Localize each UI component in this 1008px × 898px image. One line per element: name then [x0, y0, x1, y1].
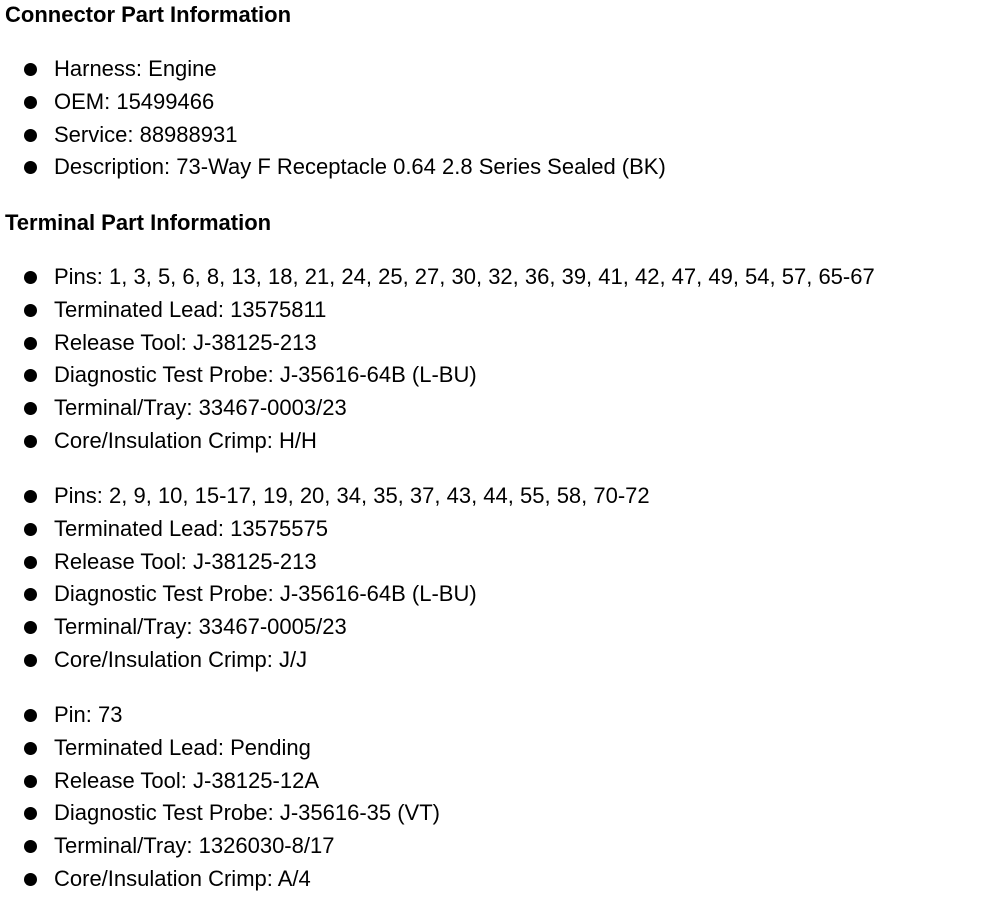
list-item — [0, 513, 650, 546]
bullet-icon — [24, 807, 37, 820]
bullet-icon — [24, 588, 37, 601]
list-item — [0, 294, 875, 327]
list-item — [0, 644, 650, 677]
list-item — [0, 546, 650, 579]
item-text: Diagnostic Test Probe: J-35616-64B (L-BU) — [54, 581, 477, 607]
list-item — [0, 392, 875, 425]
bullet-icon — [24, 556, 37, 569]
item-text: Release Tool: J-38125-213 — [54, 329, 317, 355]
item-text: Core/Insulation Crimp: J/J — [54, 646, 308, 672]
item-text: Terminated Lead: 13575811 — [54, 296, 327, 322]
list-item — [0, 151, 666, 184]
bullet-icon — [24, 129, 37, 142]
list-item — [0, 699, 440, 732]
item-text: Release Tool: J-38125-213 — [54, 548, 317, 574]
bullet-icon — [24, 337, 37, 350]
bullet-icon — [24, 435, 37, 448]
bullet-icon — [24, 654, 37, 667]
bullet-icon — [24, 402, 37, 415]
list-item — [0, 732, 440, 765]
bullet-icon — [24, 490, 37, 503]
bullet-icon — [24, 621, 37, 634]
bullet-icon — [24, 161, 37, 174]
connector-part-heading: Connector Part Information — [5, 2, 292, 27]
terminal-part-heading: Terminal Part Information — [5, 210, 272, 235]
bullet-icon — [24, 523, 37, 536]
list-item — [0, 327, 875, 360]
list-item — [0, 119, 666, 152]
list-item — [0, 830, 440, 863]
list-item — [0, 359, 875, 392]
list-item — [0, 425, 875, 458]
item-text: Pins: 1, 3, 5, 6, 8, 13, 18, 21, 24, 25, 27, 30, 32, 36, 39, 41, 42, 47, 49, 54, 57, 65-67 — [54, 264, 875, 289]
bullet-icon — [24, 96, 37, 109]
list-item — [0, 480, 650, 513]
connector-part-list — [0, 53, 666, 184]
item-text: Pins: 2, 9, 10, 15-17, 19, 20, 34, 35, 37, 43, 44, 55, 58, 70-72 — [54, 483, 650, 508]
terminal-group-1 — [0, 261, 875, 458]
terminal-group-2 — [0, 480, 650, 677]
bullet-icon — [24, 304, 37, 317]
terminal-group-3 — [0, 699, 440, 896]
list-item — [0, 765, 440, 798]
list-item — [0, 863, 440, 896]
bullet-icon — [24, 271, 37, 284]
bullet-icon — [24, 63, 37, 76]
item-text: Service: 88988931 — [54, 121, 238, 147]
item-text: Terminal/Tray: 33467-0005/23 — [54, 614, 347, 640]
item-text: Release Tool: J-38125-12A — [54, 767, 319, 793]
item-text: Terminal/Tray: 1326030-8/17 — [54, 833, 335, 859]
item-text: OEM: 15499466 — [54, 88, 215, 114]
item-text: Terminated Lead: Pending — [54, 734, 311, 760]
list-item — [0, 578, 650, 611]
list-item — [0, 797, 440, 830]
bullet-icon — [24, 742, 37, 755]
bullet-icon — [24, 873, 37, 886]
list-item — [0, 53, 666, 86]
item-text: Harness: Engine — [54, 56, 217, 81]
bullet-icon — [24, 775, 37, 788]
item-text: Pin: 73 — [54, 702, 123, 727]
item-text: Diagnostic Test Probe: J-35616-64B (L-BU) — [54, 362, 477, 388]
list-item — [0, 261, 875, 294]
item-text: Core/Insulation Crimp: H/H — [54, 427, 317, 453]
item-text: Description: 73-Way F Receptacle 0.64 2.8 Series Sealed (BK) — [54, 154, 666, 180]
item-text: Terminal/Tray: 33467-0003/23 — [54, 395, 347, 421]
bullet-icon — [24, 369, 37, 382]
item-text: Diagnostic Test Probe: J-35616-35 (VT) — [54, 800, 440, 826]
bullet-icon — [24, 840, 37, 853]
item-text: Terminated Lead: 13575575 — [54, 515, 328, 541]
bullet-icon — [24, 709, 37, 722]
list-item — [0, 611, 650, 644]
list-item — [0, 86, 666, 119]
item-text: Core/Insulation Crimp: A/4 — [54, 865, 311, 891]
